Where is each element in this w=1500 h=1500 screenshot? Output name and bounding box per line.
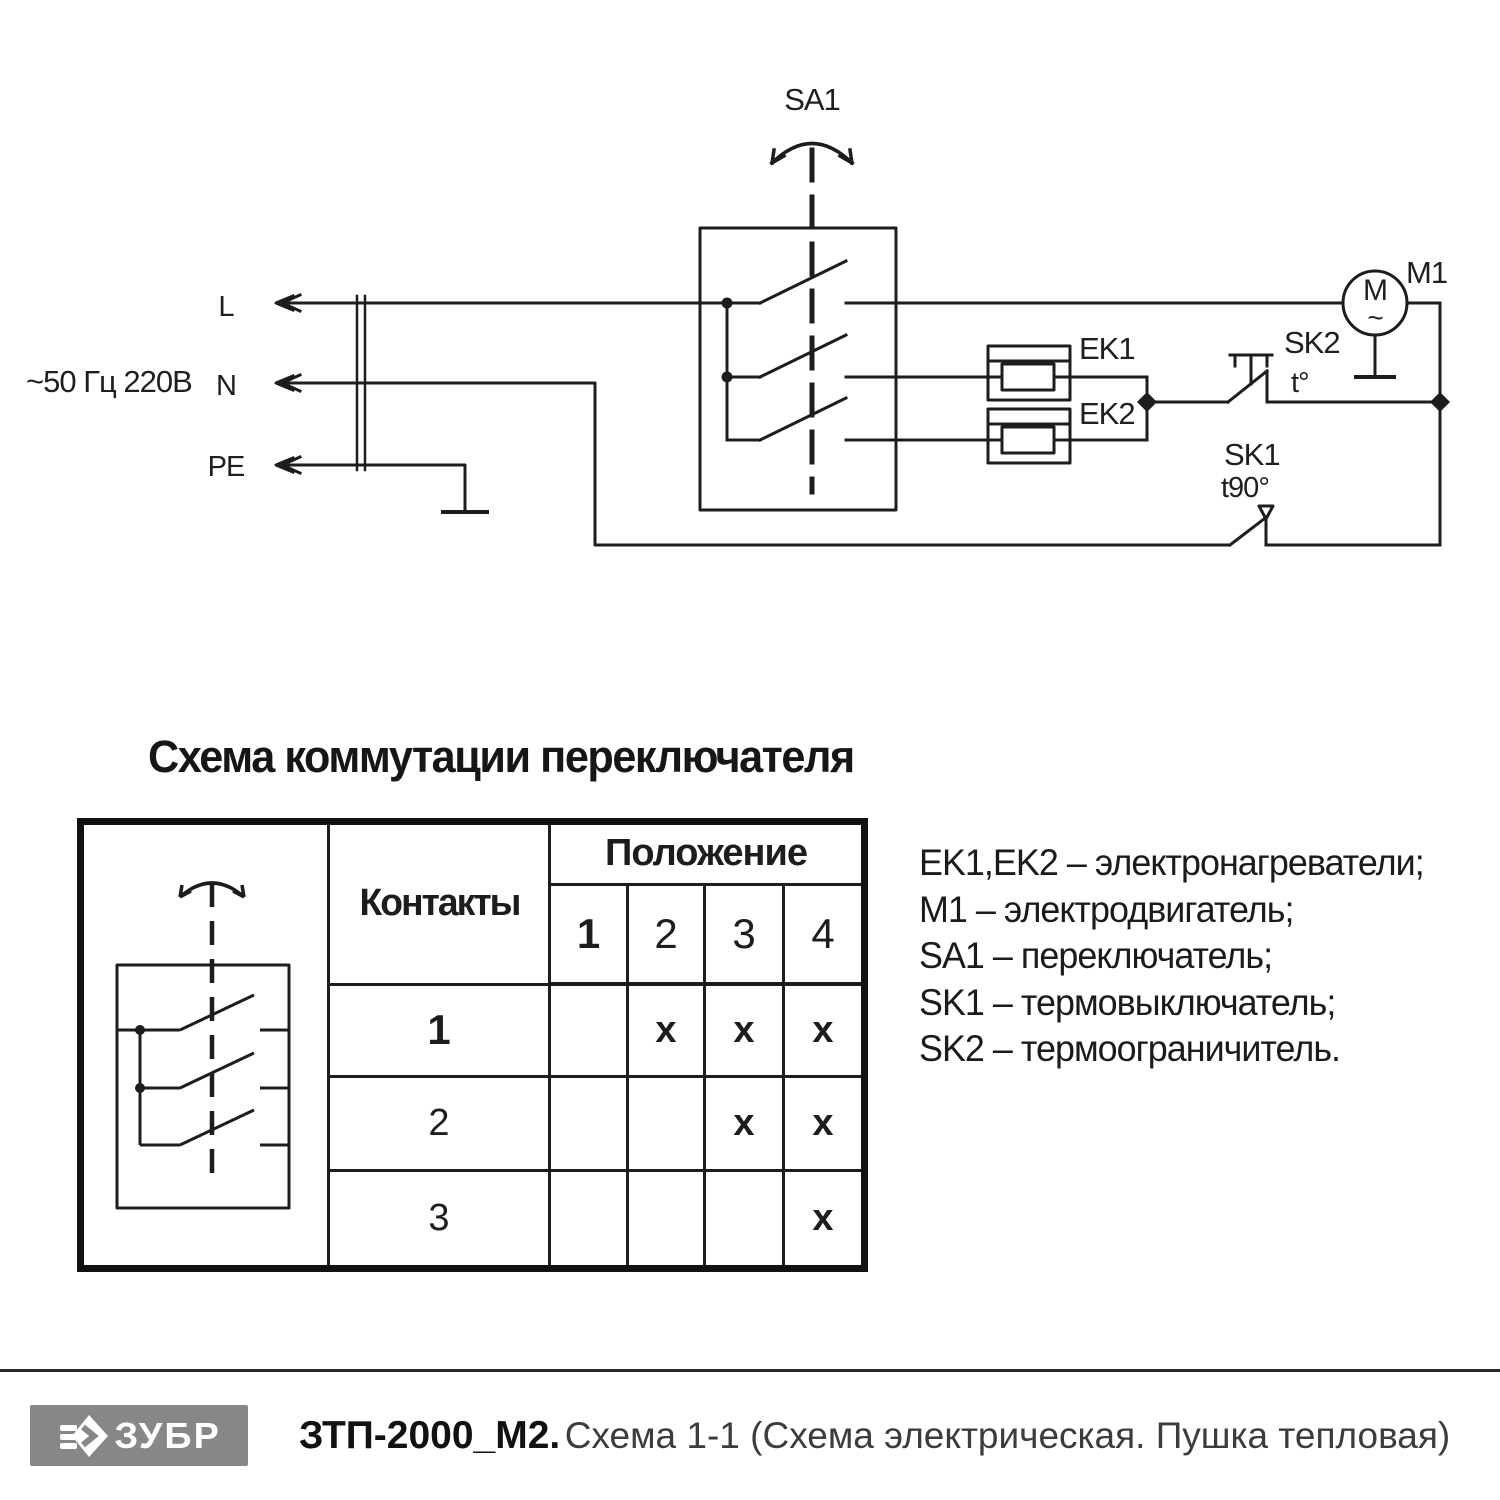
ek2-label: EK2	[1079, 396, 1135, 431]
sk2-temp-label: t°	[1291, 367, 1309, 399]
sa1-contact3-blade	[760, 398, 846, 440]
mark-cell: x	[628, 984, 705, 1076]
mark-cell: x	[784, 1076, 865, 1170]
sa1-label: SA1	[784, 82, 840, 117]
switch-symbol-cell	[81, 822, 329, 1269]
sk2-label: SK2	[1284, 325, 1340, 360]
position-3: 3	[705, 884, 784, 984]
motor-letter: M	[1363, 274, 1387, 307]
legend-item: SA1 – переключатель;	[919, 935, 1273, 976]
sk1-thermal-switch-symbol	[1230, 506, 1440, 545]
sa1-switch-box	[700, 228, 896, 510]
legend-item: EK1,EK2 – электронагреватели;	[919, 842, 1424, 883]
junction-diamond	[1137, 392, 1157, 412]
commutation-table	[77, 818, 868, 1272]
mark-cell	[550, 984, 628, 1076]
contact-1-label: 1	[329, 984, 550, 1076]
mark-cell: x	[705, 984, 784, 1076]
footer-divider	[0, 1369, 1500, 1372]
wire-pe	[284, 465, 465, 512]
legend	[919, 840, 1424, 1073]
contact-2-label: 2	[329, 1076, 550, 1170]
sk1-label: SK1	[1224, 437, 1280, 472]
model-label: ЗТП-2000_М2.	[299, 1414, 561, 1457]
motor-wave: ~	[1367, 302, 1383, 333]
position-4: 4	[784, 884, 865, 984]
line-l-label: L	[218, 291, 234, 323]
position-header: Положение	[550, 822, 865, 885]
ek1-label: EK1	[1079, 331, 1135, 366]
mark-cell	[550, 1076, 628, 1170]
mark-cell	[628, 1076, 705, 1170]
junction-dot	[722, 372, 733, 383]
scheme-description: Схема 1-1 (Схема электрическая. Пушка тепловая)	[564, 1415, 1451, 1456]
contact-3-label: 3	[329, 1171, 550, 1269]
power-source-label: ~50 Гц 220В	[26, 364, 192, 399]
legend-item: M1 – электродвигатель;	[919, 888, 1294, 930]
position-2: 2	[628, 884, 705, 984]
contacts-header: Контакты	[331, 822, 548, 985]
sa1-contact1-blade	[760, 261, 846, 303]
mark-cell: x	[705, 1076, 784, 1170]
sa1-contact2-blade	[760, 335, 846, 377]
position-1: 1	[550, 884, 628, 984]
line-pe-label: PE	[207, 451, 245, 483]
mark-cell: x	[784, 1171, 865, 1269]
mark-cell	[628, 1171, 705, 1269]
footer-caption	[299, 1414, 1450, 1458]
brand-name: ЗУБР	[114, 1414, 221, 1456]
mark-cell: x	[784, 984, 865, 1076]
legend-item: SK1 – термовыключатель;	[919, 981, 1336, 1023]
legend-item: SK2 – термоограничитель.	[919, 1028, 1341, 1069]
sk2-thermal-switch-symbol	[1228, 355, 1440, 402]
circuit-diagram	[0, 0, 1500, 710]
zubr-logo-icon	[60, 1412, 108, 1460]
m1-label: M1	[1406, 255, 1448, 290]
mark-cell	[550, 1171, 628, 1269]
junction-dot	[722, 298, 733, 309]
sk1-temp-label: t90°	[1221, 472, 1269, 504]
line-n-label: N	[216, 370, 236, 402]
switch-symbol-icon	[84, 825, 327, 1255]
brand-logo	[30, 1405, 248, 1466]
mark-cell	[705, 1171, 784, 1269]
commutation-table-title: Схема коммутации переключателя	[148, 731, 854, 782]
junction-diamond	[1430, 392, 1450, 412]
